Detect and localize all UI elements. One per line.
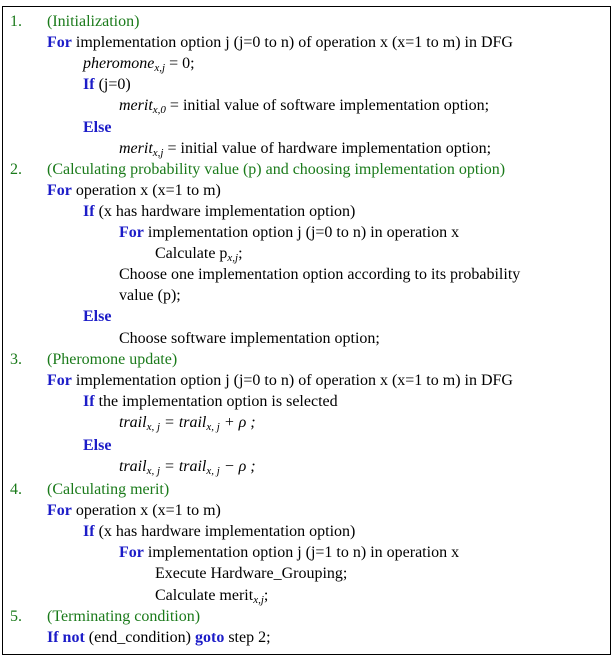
code-line	[83, 74, 131, 96]
equation-line	[119, 412, 256, 434]
code-text: = initial value of software implementation option;	[165, 97, 490, 115]
keyword-goto: goto	[194, 628, 225, 646]
step-number: 1.	[10, 13, 22, 30]
code-line	[47, 180, 221, 202]
code-text: (x has hardware implementation option)	[94, 523, 356, 541]
step-title: (Initialization)	[47, 13, 140, 30]
code-text: operation x (x=1 to m)	[71, 502, 221, 520]
subscript: x, j	[206, 465, 220, 477]
keyword-if-not: If not	[47, 628, 85, 646]
code-text: Calculate merit	[155, 586, 254, 604]
code-line	[47, 32, 513, 54]
code-line	[83, 117, 111, 139]
code-line	[47, 500, 221, 522]
keyword-else: Else	[83, 118, 112, 136]
step-title: (Pheromone update)	[47, 350, 178, 368]
code-text: Choose one implementation option according to its probability	[119, 266, 521, 284]
code-line	[47, 370, 513, 392]
var-text: pheromone	[83, 55, 155, 73]
code-line	[119, 138, 491, 160]
code-text: Execute Hardware_Grouping;	[155, 565, 348, 583]
code-line	[155, 563, 347, 585]
code-line	[119, 328, 380, 350]
keyword-for: For	[47, 371, 72, 389]
var-text: merit	[119, 139, 153, 157]
code-text: (j=0)	[94, 76, 131, 94]
code-line	[83, 435, 111, 457]
code-text: step 2;	[224, 628, 271, 646]
code-line	[155, 585, 268, 607]
keyword-for: For	[119, 224, 144, 241]
code-line	[83, 201, 355, 223]
keyword-if: If	[83, 202, 95, 220]
code-text: = initial value of hardware implementation option;	[163, 139, 492, 157]
code-text: value (p);	[119, 287, 181, 305]
subscript: x,j	[253, 593, 264, 606]
code-text: (x has hardware implementation option)	[94, 202, 356, 220]
code-line	[119, 285, 181, 307]
keyword-else: Else	[83, 436, 112, 454]
subscript: x, j	[146, 465, 161, 477]
code-text: Choose software implementation option;	[119, 329, 380, 347]
subscript: x,j	[227, 252, 239, 265]
code-text: (end_condition)	[84, 628, 195, 646]
step-title: (Calculating probability value (p) and choosing implementation option)	[47, 160, 506, 178]
keyword-for: For	[119, 544, 144, 562]
code-text: the implementation option is selected	[94, 392, 338, 410]
code-text: implementation option j (j=0 to n) in operation x	[143, 224, 460, 241]
code-text: Calculate p	[155, 245, 228, 263]
code-line	[155, 243, 243, 265]
step-number: 4.	[10, 481, 22, 498]
subscript: x,j	[152, 146, 164, 159]
code-line	[83, 391, 338, 413]
code-line	[119, 264, 520, 286]
var-text: = trail	[160, 413, 207, 431]
code-line	[83, 521, 355, 543]
keyword-if: If	[83, 523, 95, 541]
keyword-for: For	[47, 502, 72, 520]
code-line	[119, 95, 489, 117]
subscript: x,j	[154, 62, 166, 75]
step-title: (Terminating condition)	[47, 607, 201, 625]
code-line	[119, 542, 459, 564]
var-text: merit	[119, 97, 153, 115]
code-text: − ρ ;	[219, 458, 256, 475]
keyword-if: If	[83, 392, 95, 410]
code-line	[119, 222, 459, 244]
var-text: trail	[119, 458, 147, 475]
code-line	[83, 53, 195, 75]
keyword-else: Else	[83, 308, 112, 326]
subscript: x, j	[146, 420, 161, 433]
code-line	[47, 627, 271, 649]
keyword-for: For	[47, 34, 72, 52]
code-text: ;	[238, 245, 243, 263]
step-number: 5.	[10, 607, 22, 625]
equation-line	[119, 456, 256, 478]
step-number: 2.	[10, 160, 22, 178]
step-number: 3.	[10, 350, 22, 368]
code-text: ;	[263, 586, 269, 604]
keyword-if: If	[83, 76, 95, 94]
step-title: (Calculating merit)	[47, 481, 170, 498]
subscript: x,0	[152, 104, 166, 117]
var-text: = trail	[160, 458, 207, 475]
code-text: implementation option j (j=0 to n) of operation x (x=1 to m) in DFG	[71, 34, 513, 52]
algorithm-box	[2, 6, 611, 655]
code-text: implementation option j (j=1 to n) in operation x	[143, 544, 460, 562]
code-line	[83, 306, 111, 328]
subscript: x, j	[206, 420, 220, 433]
code-text: = 0;	[165, 55, 195, 73]
code-text: + ρ ;	[219, 413, 256, 431]
code-text: operation x (x=1 to m)	[71, 181, 221, 199]
code-text: implementation option j (j=0 to n) of operation x (x=1 to m) in DFG	[71, 371, 513, 389]
var-text: trail	[119, 413, 147, 431]
keyword-for: For	[47, 181, 72, 199]
